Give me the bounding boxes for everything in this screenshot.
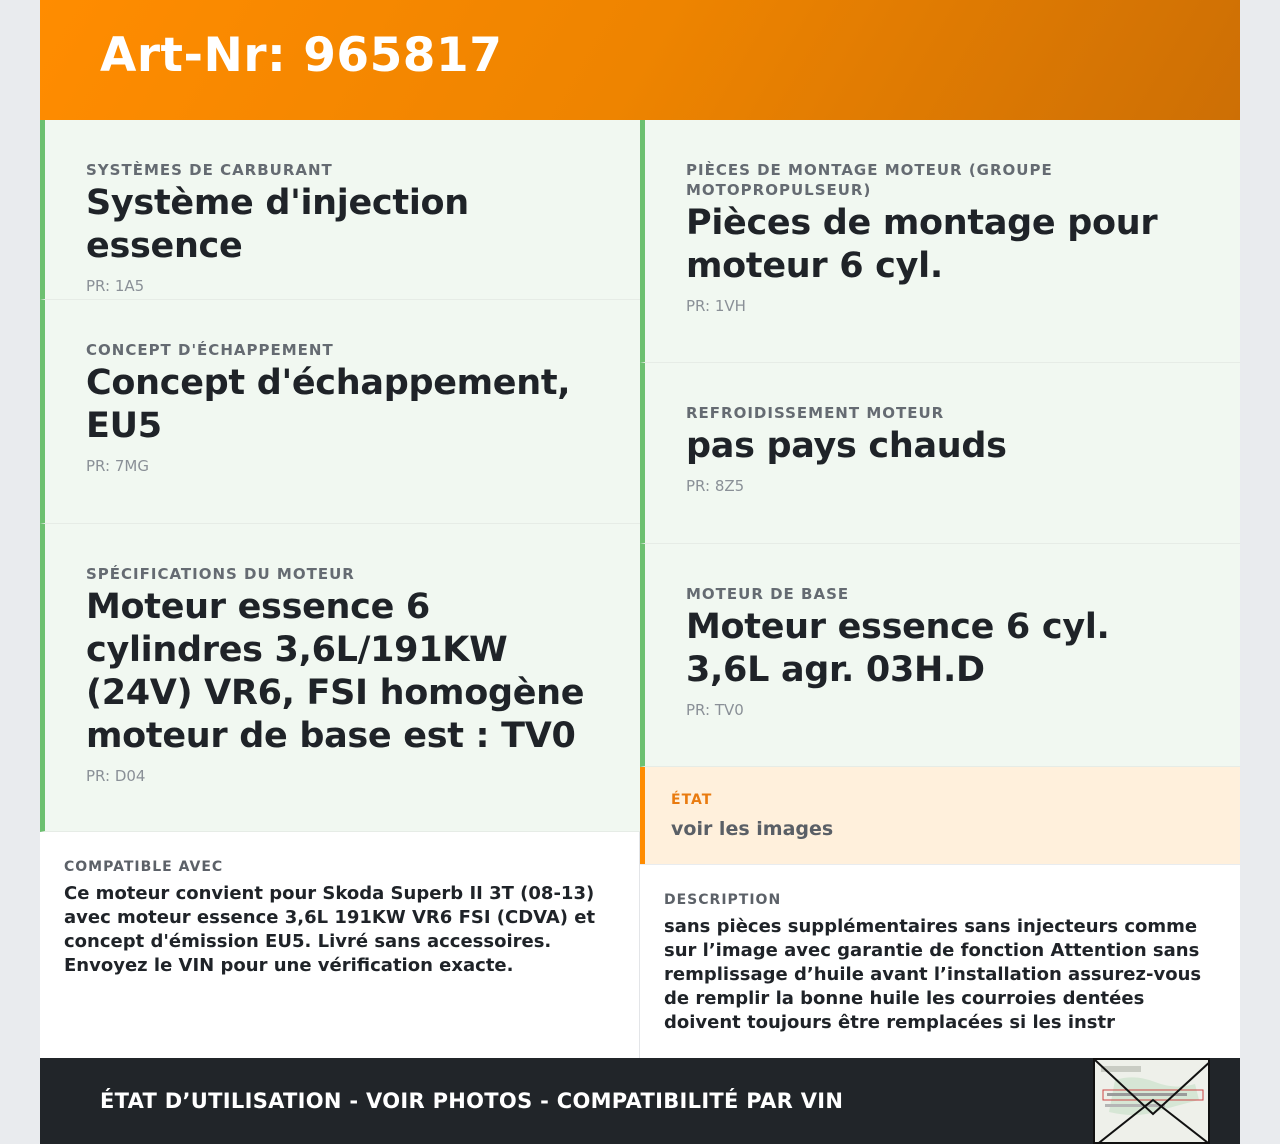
spec-pr-code: PR: 7MG [86, 457, 149, 475]
spec-card-exhaust [40, 300, 640, 524]
state-section [640, 767, 1240, 864]
description-text: sans pièces supplémentaires sans injecteurs comme sur l’image avec garantie de fonction Attention sans remplissage d’huile avant l’installation assurez-vous de remplir la bonne huile les courroies dentées doivent toujours être remplacées si les instr [664, 916, 1202, 1033]
spec-category: SPÉCIFICATIONS DU MOTEUR [86, 565, 355, 583]
spec-category: MOTEUR DE BASE [686, 585, 850, 603]
spec-card-engine-specs [40, 524, 640, 832]
spec-card-engine-mounting [640, 120, 1240, 363]
footer-text: ÉTAT D’UTILISATION - VOIR PHOTOS - COMPATIBILITÉ PAR VIN [100, 1089, 844, 1113]
spec-pr-code: PR: TV0 [686, 701, 744, 719]
spec-value: pas pays chauds [686, 426, 1007, 466]
spec-value: Pièces de montage pour moteur 6 cyl. [686, 203, 1158, 286]
compatible-label: COMPATIBLE AVEC [64, 859, 224, 875]
spec-pr-code: PR: 1A5 [86, 277, 145, 295]
description-section [640, 864, 1240, 1058]
spec-value: Concept d'échappement, EU5 [86, 363, 571, 446]
product-card [40, 0, 1240, 1144]
description-label: DESCRIPTION [664, 892, 782, 908]
spec-category: PIÈCES DE MONTAGE MOTEUR (GROUPE MOTOPROPULSEUR) [686, 161, 1053, 199]
header-banner [40, 0, 1240, 120]
spec-card-fuel-system [40, 120, 640, 300]
spec-value: Moteur essence 6 cyl. 3,6L agr. 03H.D [686, 607, 1110, 690]
compatible-text: Ce moteur convient pour Skoda Superb II 3T (08-13) avec moteur essence 3,6L 191KW VR6 FSI (CDVA) et concept d'émission EU5. Livré sans accessoires. Envoyez le VIN pour une vérification exacte. [64, 883, 596, 976]
article-number-title: Art-Nr: 965817 [100, 28, 503, 83]
spec-pr-code: PR: D04 [86, 767, 146, 785]
state-text: voir les images [671, 818, 834, 840]
spec-value: Système d'injection essence [86, 183, 469, 266]
compatible-section [40, 832, 640, 1058]
document-thumbnail [1093, 1058, 1210, 1144]
spec-category: SYSTÈMES DE CARBURANT [86, 161, 333, 179]
envelope-stamp-icon [1095, 1060, 1210, 1144]
spec-card-engine-cooling [640, 363, 1240, 544]
spec-pr-code: PR: 8Z5 [686, 477, 745, 495]
spec-value: Moteur essence 6 cylindres 3,6L/191KW (24V) VR6, FSI homogène moteur de base est : TV0 [86, 587, 585, 756]
spec-card-base-engine [640, 544, 1240, 767]
column-divider [639, 832, 640, 1058]
spec-category: CONCEPT D'ÉCHAPPEMENT [86, 341, 334, 359]
spec-pr-code: PR: 1VH [686, 297, 746, 315]
spec-category: REFROIDISSEMENT MOTEUR [686, 404, 945, 422]
footer-bar [40, 1058, 1240, 1144]
state-label: ÉTAT [671, 792, 713, 808]
